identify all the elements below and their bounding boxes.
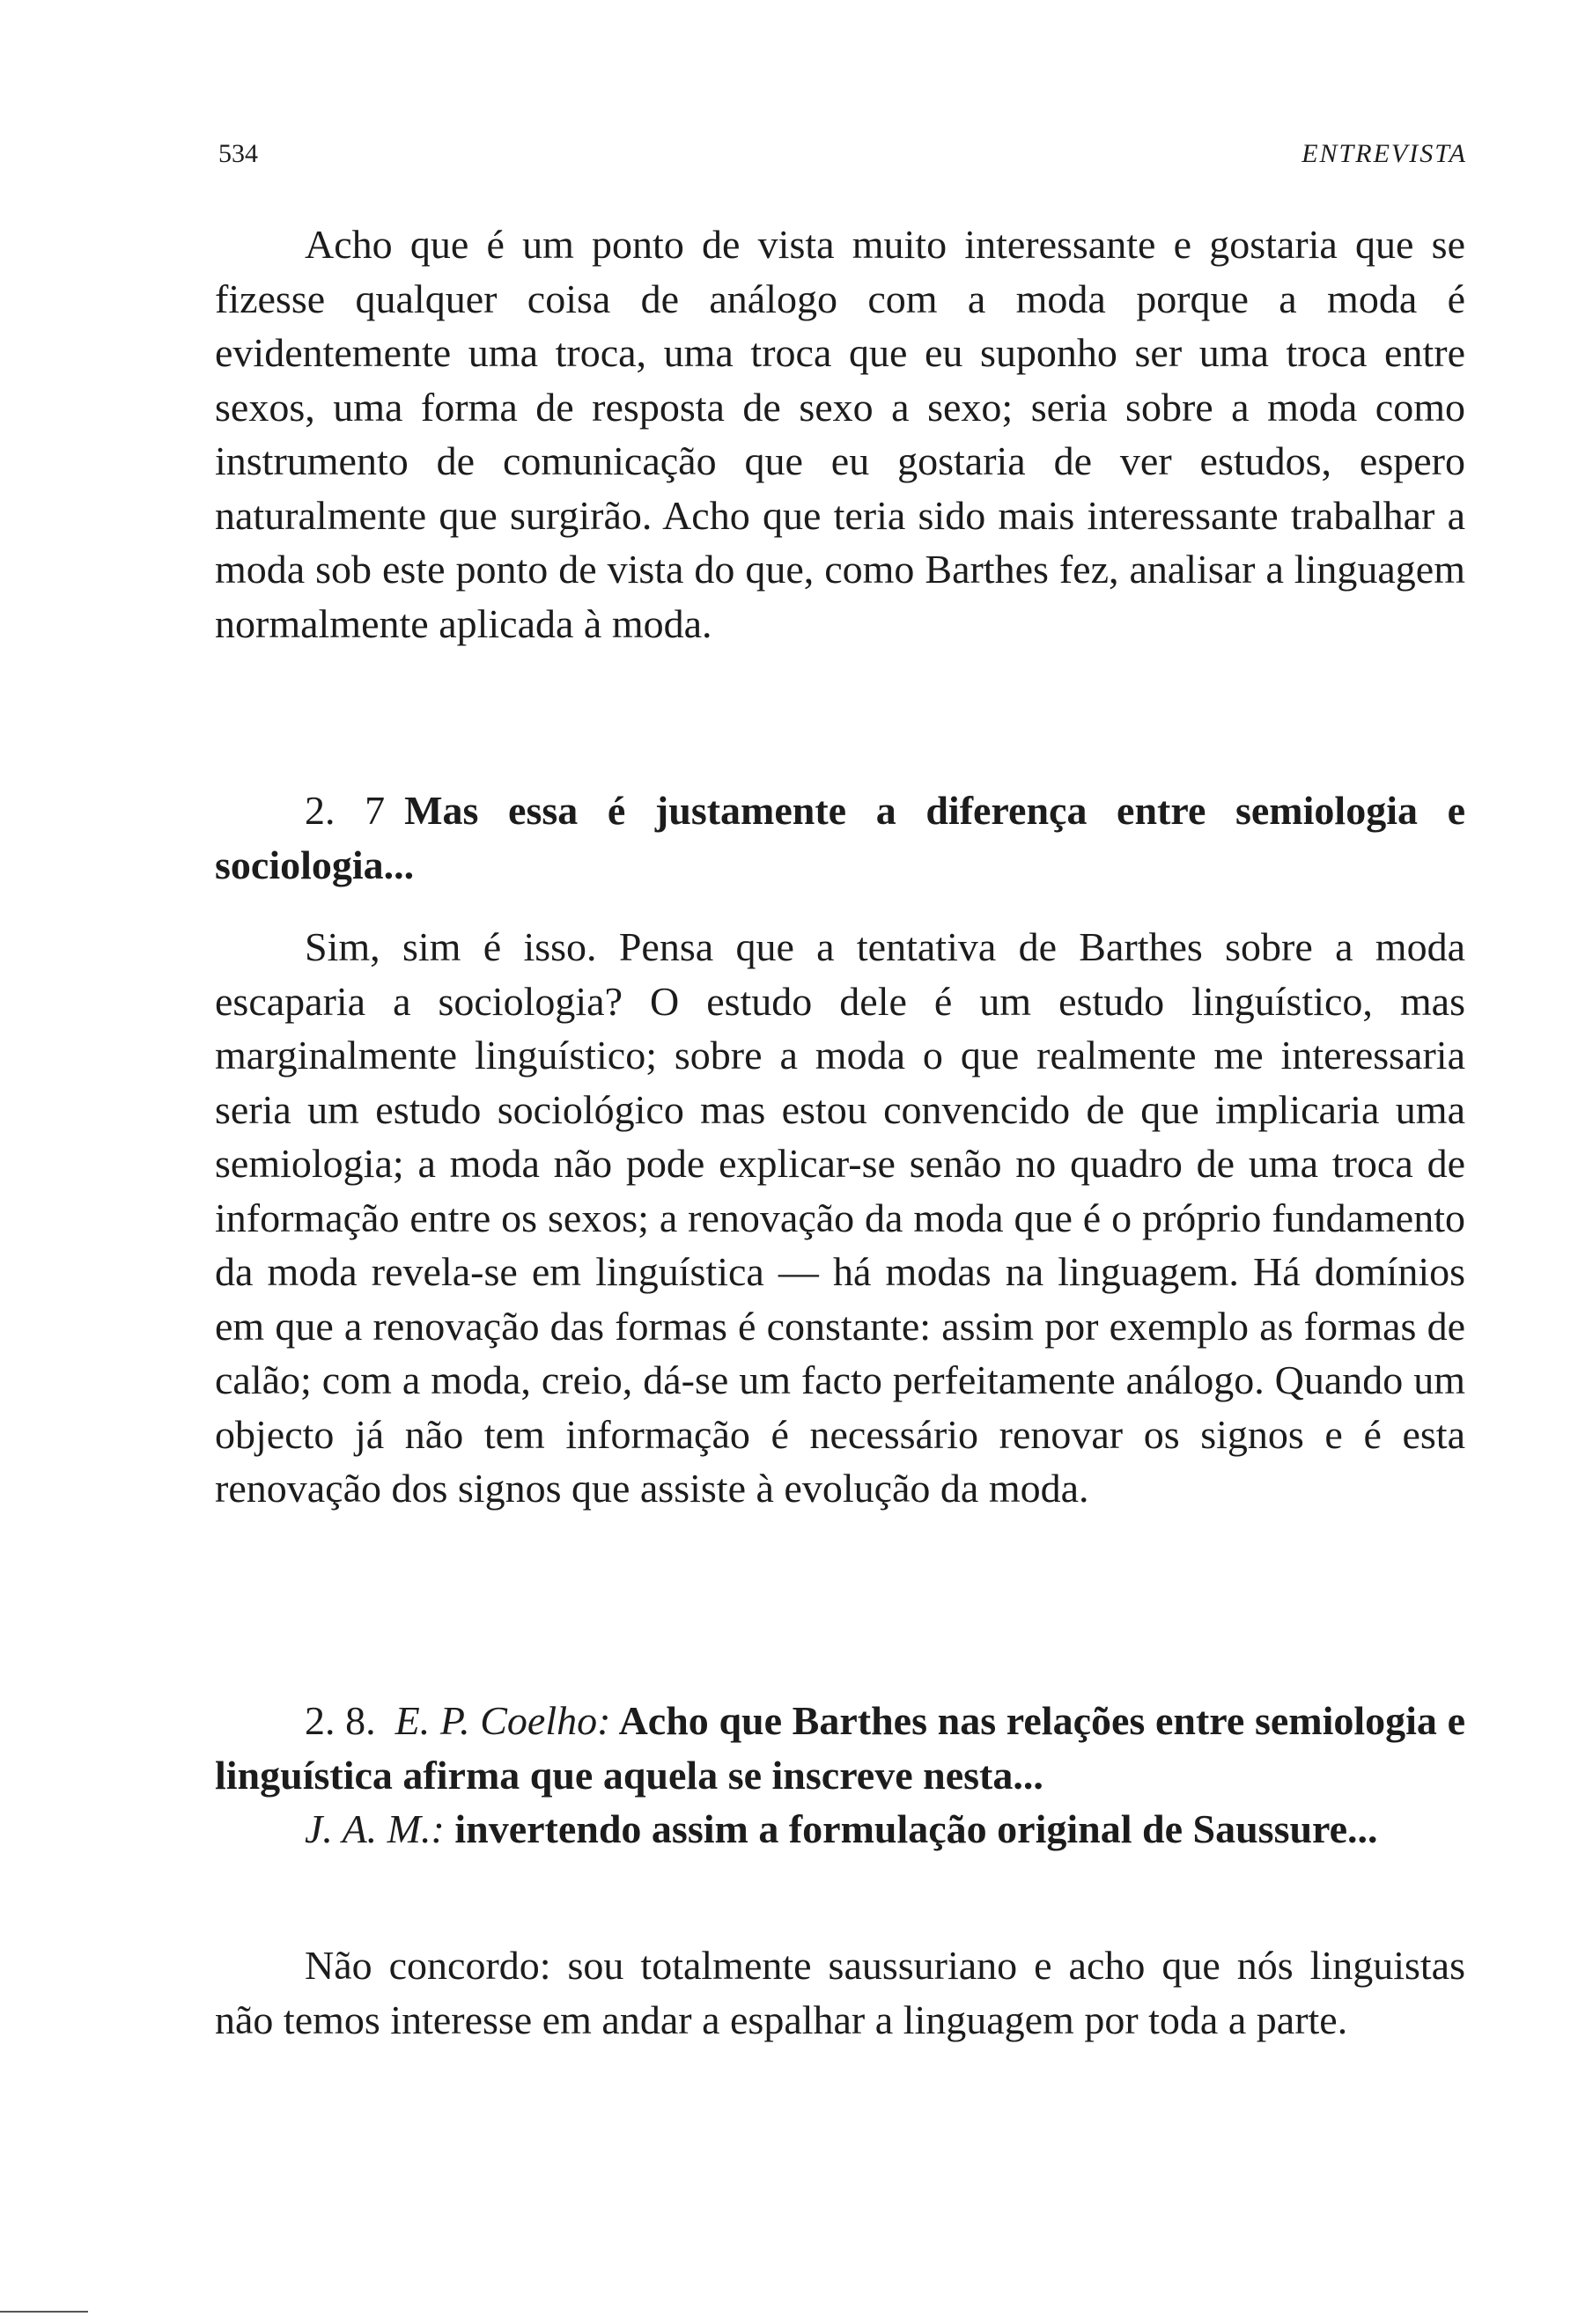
speaker-name: J. A. M.: bbox=[305, 1806, 445, 1851]
page-number: 534 bbox=[218, 139, 258, 168]
paragraph-text: Sim, sim é isso. Pensa que a tentativa de Barthes sobre a moda escaparia a sociologia? O estudo dele é um estudo linguístico, mas marginalmente linguístico; sobre a moda o que realmente me interessaria seria um estudo sociológico mas estou convencido de que implicaria uma semiologia; a moda não pode explicar-se senão no quadro de uma troca de informação entre os sexos; a renovação da moda que é o próprio fundamento da moda revela-se em linguística — há modas na linguagem. Há domínios em que a renovação das formas é constante: assim por exemplo as formas de calão; com a moda, creio, dá-se um facto perfeitamente análogo. Quando um objecto já não tem informação é necessário renovar os signos e é esta renovação dos signos que assiste à evolução da moda. bbox=[215, 924, 1465, 1511]
question-text: Mas essa é justamente a diferença entre semiologia e sociologia... bbox=[215, 788, 1466, 887]
question-number: 2. 7 bbox=[305, 788, 386, 833]
question-2-8 bbox=[215, 1694, 1465, 1857]
answer-paragraph-2 bbox=[215, 920, 1465, 1516]
speaker-name: E. P. Coelho: bbox=[394, 1698, 611, 1743]
section-title: ENTREVISTA bbox=[1301, 139, 1467, 168]
paragraph-text: Não concordo: sou totalmente saussuriano e acho que nós linguistas não temos interesse em andar a espalhar a linguagem por toda a parte. bbox=[215, 1943, 1465, 2042]
question-2-7 bbox=[215, 783, 1465, 892]
question-number: 2. 8. bbox=[305, 1698, 376, 1743]
running-head bbox=[218, 139, 1467, 169]
paragraph-text: Acho que é um ponto de vista muito interessante e gostaria que se fizesse qualquer coisa de análogo com a moda porque a moda é evidentemente uma troca, uma troca que eu suponho ser uma troca entre sexos, uma forma de resposta de sexo a sexo; seria sobre a moda como instrumento de comunicação que eu gostaria de ver estudos, espero naturalmente que surgirão. Acho que teria sido mais interessante trabalhar a moda sob este ponto de vista do que, como Barthes fez, analisar a linguagem normalmente aplicada à moda. bbox=[215, 222, 1465, 646]
answer-paragraph-3 bbox=[215, 1938, 1465, 2047]
scan-edge-line bbox=[0, 2311, 88, 2313]
answer-paragraph-1 bbox=[215, 217, 1465, 651]
question-text: invertendo assim a formulação original de Saussure... bbox=[454, 1806, 1378, 1851]
question-text: Acho que Barthes nas relações entre semiologia e linguística afirma que aquela se inscreve nesta... bbox=[215, 1698, 1465, 1798]
